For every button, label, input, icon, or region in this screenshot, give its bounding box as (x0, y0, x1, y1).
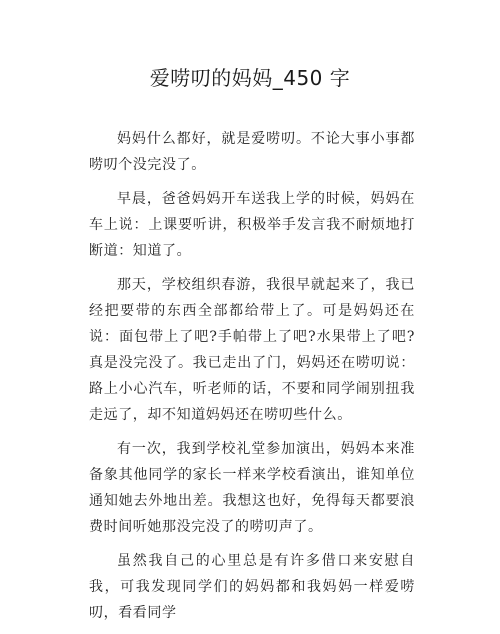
paragraph: 虽然我自己的心里总是有许多借口来安慰自我，可我发现同学们的妈妈都和我妈妈一样爱唠叨，看看同学 (89, 553, 415, 621)
paragraph: 那天，学校组织春游，我很早就起来了，我已经把要带的东西全部都给带上了。可是妈妈还在说：面包带上了吧?手帕带上了吧?水果带上了吧?真是没完没了。我已走出了门，妈妈还在唠叨说：路上小心汽车，听老师的话，不要和同学闹别扭我走远了，却不知道妈妈还在唠叨些什么。 (89, 277, 415, 423)
document-title: 爱唠叨的妈妈_450 字 (149, 66, 351, 90)
paragraph: 妈妈什么都好，就是爱唠叨。不论大事小事都唠叨个没完没了。 (89, 131, 415, 173)
document-body (89, 126, 415, 634)
paragraph: 早晨，爸爸妈妈开车送我上学的时候，妈妈在车上说：上课要听讲，积极举手发言我不耐烦地打断道：知道了。 (89, 191, 415, 259)
paragraph: 有一次，我到学校礼堂参加演出，妈妈本来准备象其他同学的家长一样来学校看演出，谁知单位通知她去外地出差。我想这也好，免得每天都要浪费时间听她那没完没了的唠叨声了。 (89, 441, 415, 535)
